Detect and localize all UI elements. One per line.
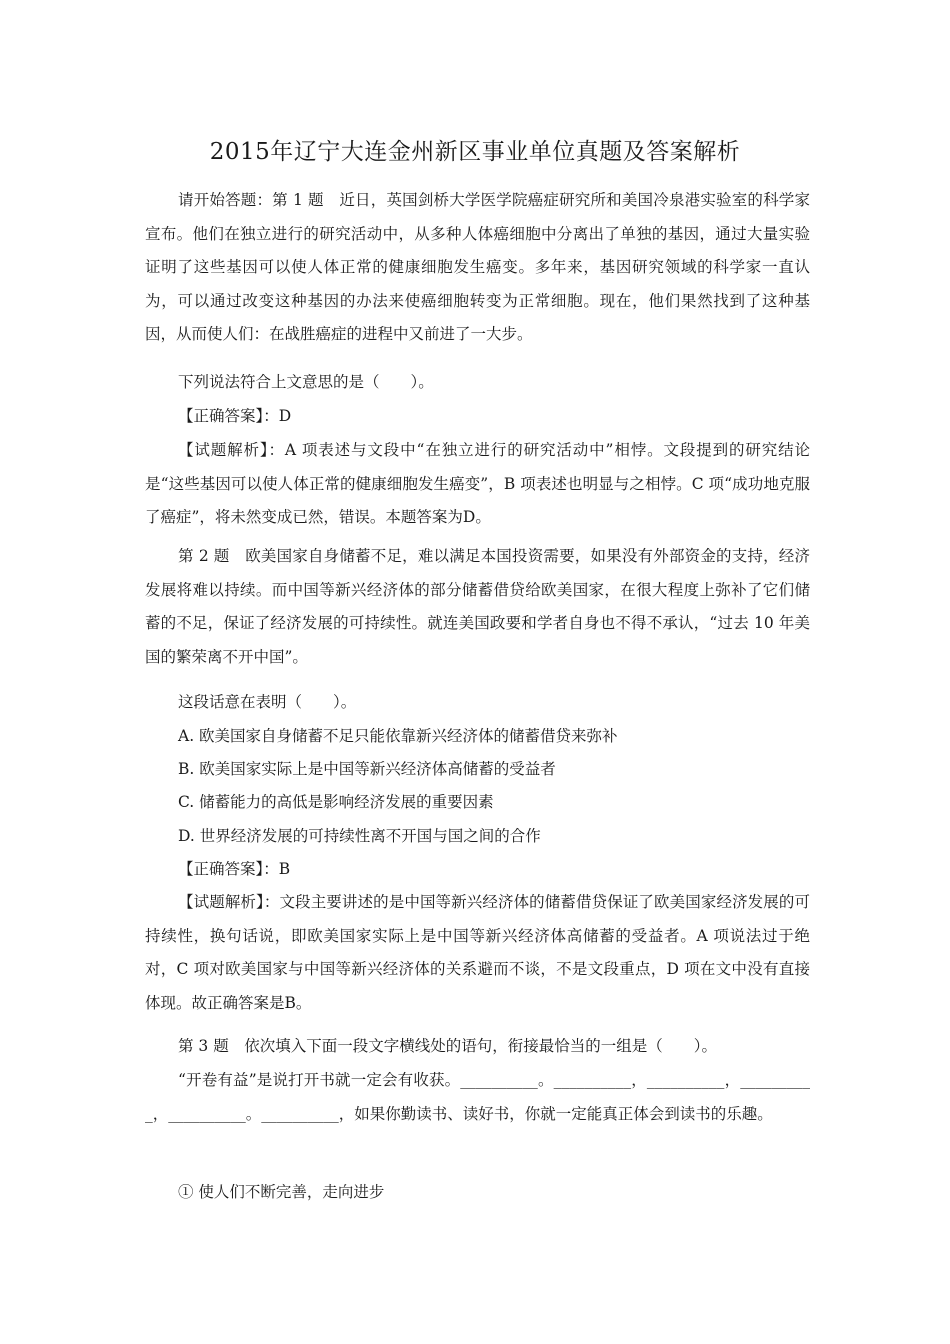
q3-passage: “开卷有益”是说打开书就一定会有收获。__________。__________，__________，__________，__________。__________，如果你勤读书、读好书，你就一定能真正体会到读书的乐趣。 bbox=[145, 1071, 810, 1123]
q1-answer: 【正确答案】：D bbox=[178, 407, 292, 425]
q2-option-b: B. 欧美国家实际上是中国等新兴经济体高储蓄的受益者 bbox=[178, 760, 556, 778]
q2-answer: 【正确答案】：B bbox=[178, 860, 291, 878]
q1-question: 下列说法符合上文意思的是（ ）。 bbox=[178, 373, 434, 391]
q1-analysis: 【试题解析】：A 项表述与文段中“在独立进行的研究活动中”相悖。文段提到的研究结论是“这些基因可以使人体正常的健康细胞发生癌变”，B 项表述也明显与之相悖。C 项“成功地克服了癌症”，将未然变成已然，错误。本题答案为D。 bbox=[145, 441, 810, 527]
page-title: 2015年辽宁大连金州新区事业单位真题及答案解析 bbox=[209, 139, 741, 165]
q1-passage: 请开始答题：第 1 题 近日，英国剑桥大学医学院癌症研究所和美国冷泉港实验室的科学家宣布。他们在独立进行的研究活动中，从多种人体癌细胞中分离出了单独的基因，通过大量实验证明了这些基因可以使人体正常的健康细胞发生癌变。多年来，基因研究领域的科学家一直认为，可以通过改变这种基因的办法来使癌细胞转变为正常细胞。现在，他们果然找到了这种基因，从而使人们：在战胜癌症的进程中又前进了一大步。 bbox=[145, 191, 810, 344]
q2-option-c: C. 储蓄能力的高低是影响经济发展的重要因素 bbox=[178, 793, 494, 811]
q2-option-d: D. 世界经济发展的可持续性离不开国与国之间的合作 bbox=[178, 827, 541, 845]
q3-item-1: ① 使人们不断完善，走向进步 bbox=[178, 1183, 385, 1201]
q2-passage: 第 2 题 欧美国家自身储蓄不足，难以满足本国投资需要，如果没有外部资金的支持，经济发展将难以持续。而中国等新兴经济体的部分储蓄借贷给欧美国家，在很大程度上弥补了它们储蓄的不足，保证了经济发展的可持续性。就连美国政要和学者自身也不得不承认，“过去 10 年美国的繁荣离不开中国”。 bbox=[145, 547, 810, 666]
q2-option-a: A. 欧美国家自身储蓄不足只能依靠新兴经济体的储蓄借贷来弥补 bbox=[178, 727, 618, 745]
q3-question: 第 3 题 依次填入下面一段文字横线处的语句，衔接最恰当的一组是（ ）。 bbox=[178, 1037, 717, 1055]
q2-question: 这段话意在表明（ ）。 bbox=[178, 693, 357, 711]
q2-analysis: 【试题解析】：文段主要讲述的是中国等新兴经济体的储蓄借贷保证了欧美国家经济发展的可持续性，换句话说，即欧美国家实际上是中国等新兴经济体高储蓄的受益者。A 项说法过于绝对，C 项对欧美国家与中国等新兴经济体的关系避而不谈，不是文段重点，D 项在文中没有直接体现。故正确答案是B。 bbox=[145, 893, 810, 1012]
